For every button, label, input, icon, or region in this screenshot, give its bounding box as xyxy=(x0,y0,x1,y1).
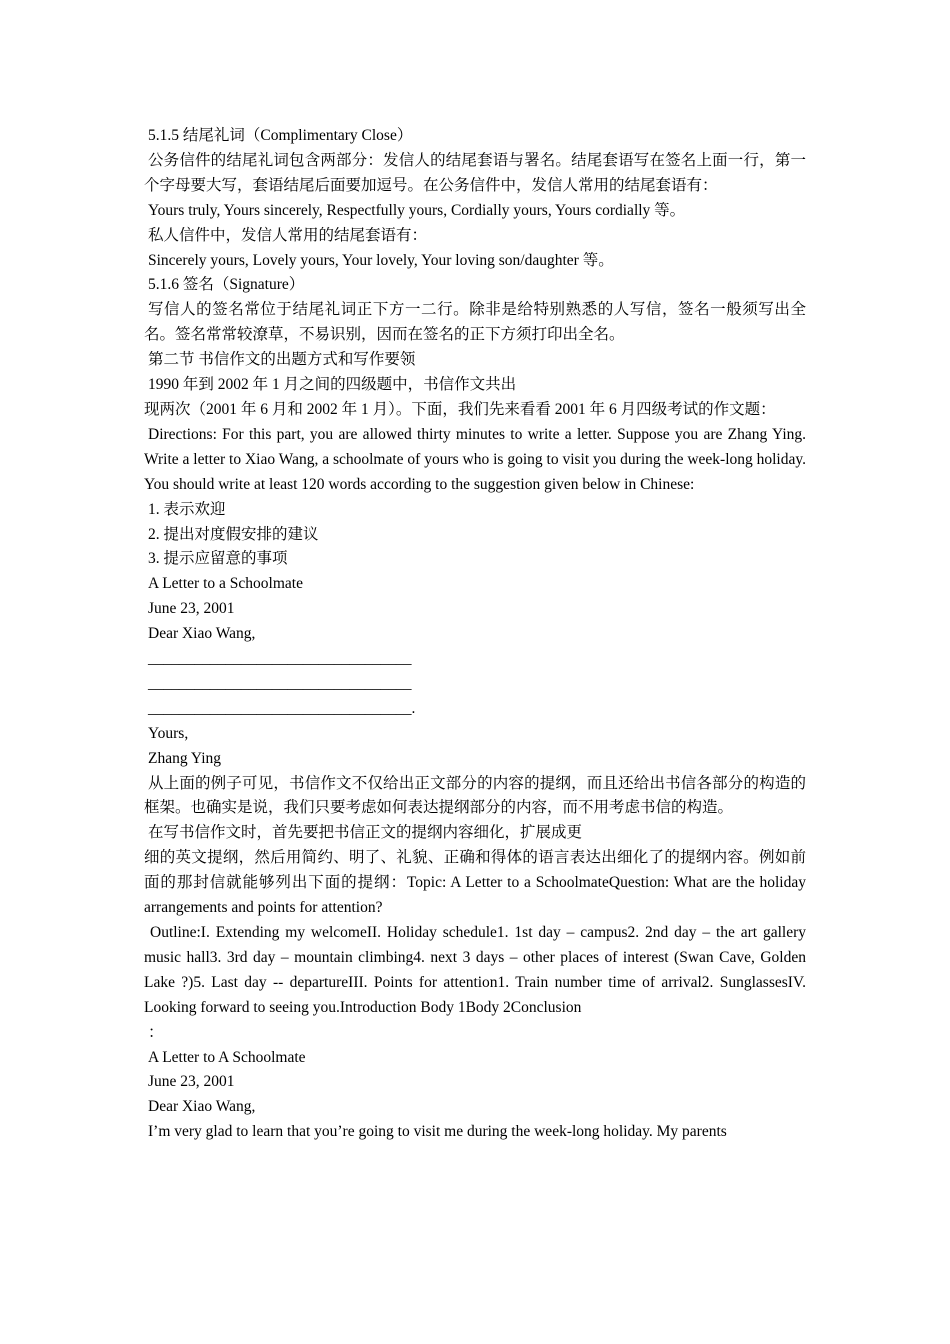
paragraph-years-part2: 现两次（2001 年 6 月和 2002 年 1 月）。下面，我们先来看看 2001 年 6 月四级考试的作文题： xyxy=(144,400,776,418)
letter2-title: A Letter to A Schoolmate xyxy=(148,1048,306,1066)
blank-line-3: __________________________________. xyxy=(148,699,416,717)
letter-closing: Yours, xyxy=(148,724,189,742)
section-heading-signature: 5.1.6 签名（Signature） xyxy=(148,276,305,294)
letter-title: A Letter to a Schoolmate xyxy=(148,575,303,593)
paragraph-example-explanation: 从上面的例子可见，书信作文不仅给出正文部分的内容的提纲，而且还给出书信各部分的构造的框架。也确实是说，我们只要考虑如何表达提纲部分的内容，而不用考虑书信的构造。 xyxy=(144,774,806,817)
paragraph-years-part1: 1990 年到 2002 年 1 月之间的四级题中，书信作文共出 xyxy=(148,376,517,394)
blank-line-1: __________________________________ xyxy=(148,650,412,668)
letter-date: June 23, 2001 xyxy=(148,600,235,618)
suggestion-item-3: 3. 提示应留意的事项 xyxy=(148,550,288,568)
paragraph-signature: 写信人的签名常位于结尾礼词正下方一二行。除非是给特别熟悉的人写信，签名一般须写出全名。签名常常较潦草，不易识别，因而在签名的正下方须打印出全名。 xyxy=(144,301,806,344)
colon-line: ： xyxy=(148,1023,164,1041)
outline-paragraph: Outline:I. Extending my welcomeII. Holiday schedule1. 1st day – campus2. 2nd day – the art gallery music hall3. 3rd day – mountain climbing4. next 3 days – other places of interest (Swan Cave, Golden Lake ?)5. Last day -- departureIII. Points for attention1. Train number time of arrival2. SunglassesIV. Looking forward to seeing you.Introduction Body 1Body 2Conclusion xyxy=(144,924,806,1016)
suggestion-item-2: 2. 提出对度假安排的建议 xyxy=(148,525,319,543)
letter2-body: I’m very glad to learn that you’re going to visit me during the week-long holiday. My parents xyxy=(148,1123,727,1141)
letter2-date: June 23, 2001 xyxy=(148,1073,235,1091)
section-heading-complimentary-close: 5.1.5 结尾礼词（Complimentary Close） xyxy=(148,127,413,144)
blank-line-2: __________________________________ xyxy=(148,674,412,692)
official-close-list: Yours truly, Yours sincerely, Respectfully yours, Cordially yours, Yours cordially 等。 xyxy=(148,201,686,219)
letter2-greeting: Dear Xiao Wang, xyxy=(148,1098,256,1116)
private-close-list: Sincerely yours, Lovely yours, Your lovely, Your loving son/daughter 等。 xyxy=(148,251,614,269)
directions-paragraph: Directions: For this part, you are allowed thirty minutes to write a letter. Suppose you are Zhang Ying. Write a letter to Xiao Wang, a schoolmate of yours who is going to visit you during the week-long holiday. You should write at least 120 words according to the suggestion given below in Chinese: xyxy=(144,425,806,493)
letter-greeting: Dear Xiao Wang, xyxy=(148,625,256,643)
paragraph-private-close: 私人信件中，发信人常用的结尾套语有： xyxy=(148,226,428,244)
paragraph-official-close: 公务信件的结尾礼词包含两部分：发信人的结尾套语与署名。结尾套语写在签名上面一行，第一个字母要大写，套语结尾后面要加逗号。在公务信件中，发信人常用的结尾套语有： xyxy=(144,151,806,194)
document-page xyxy=(144,124,806,1145)
paragraph-outline-part1: 在写书信作文时，首先要把书信正文的提纲内容细化，扩展成更 xyxy=(148,824,583,842)
section-heading-letter-writing: 第二节 书信作文的出题方式和写作要领 xyxy=(148,351,416,369)
paragraph-outline-part2: 细的英文提纲，然后用简约、明了、礼貌、正确和得体的语言表达出细化了的提纲内容。例如前面的那封信就能够列出下面的提纲：Topic: A Letter to a SchoolmateQuestion: What are the holiday arrangements and points for attention? xyxy=(144,849,806,917)
letter-signer: Zhang Ying xyxy=(148,749,222,767)
suggestion-item-1: 1. 表示欢迎 xyxy=(148,500,226,518)
